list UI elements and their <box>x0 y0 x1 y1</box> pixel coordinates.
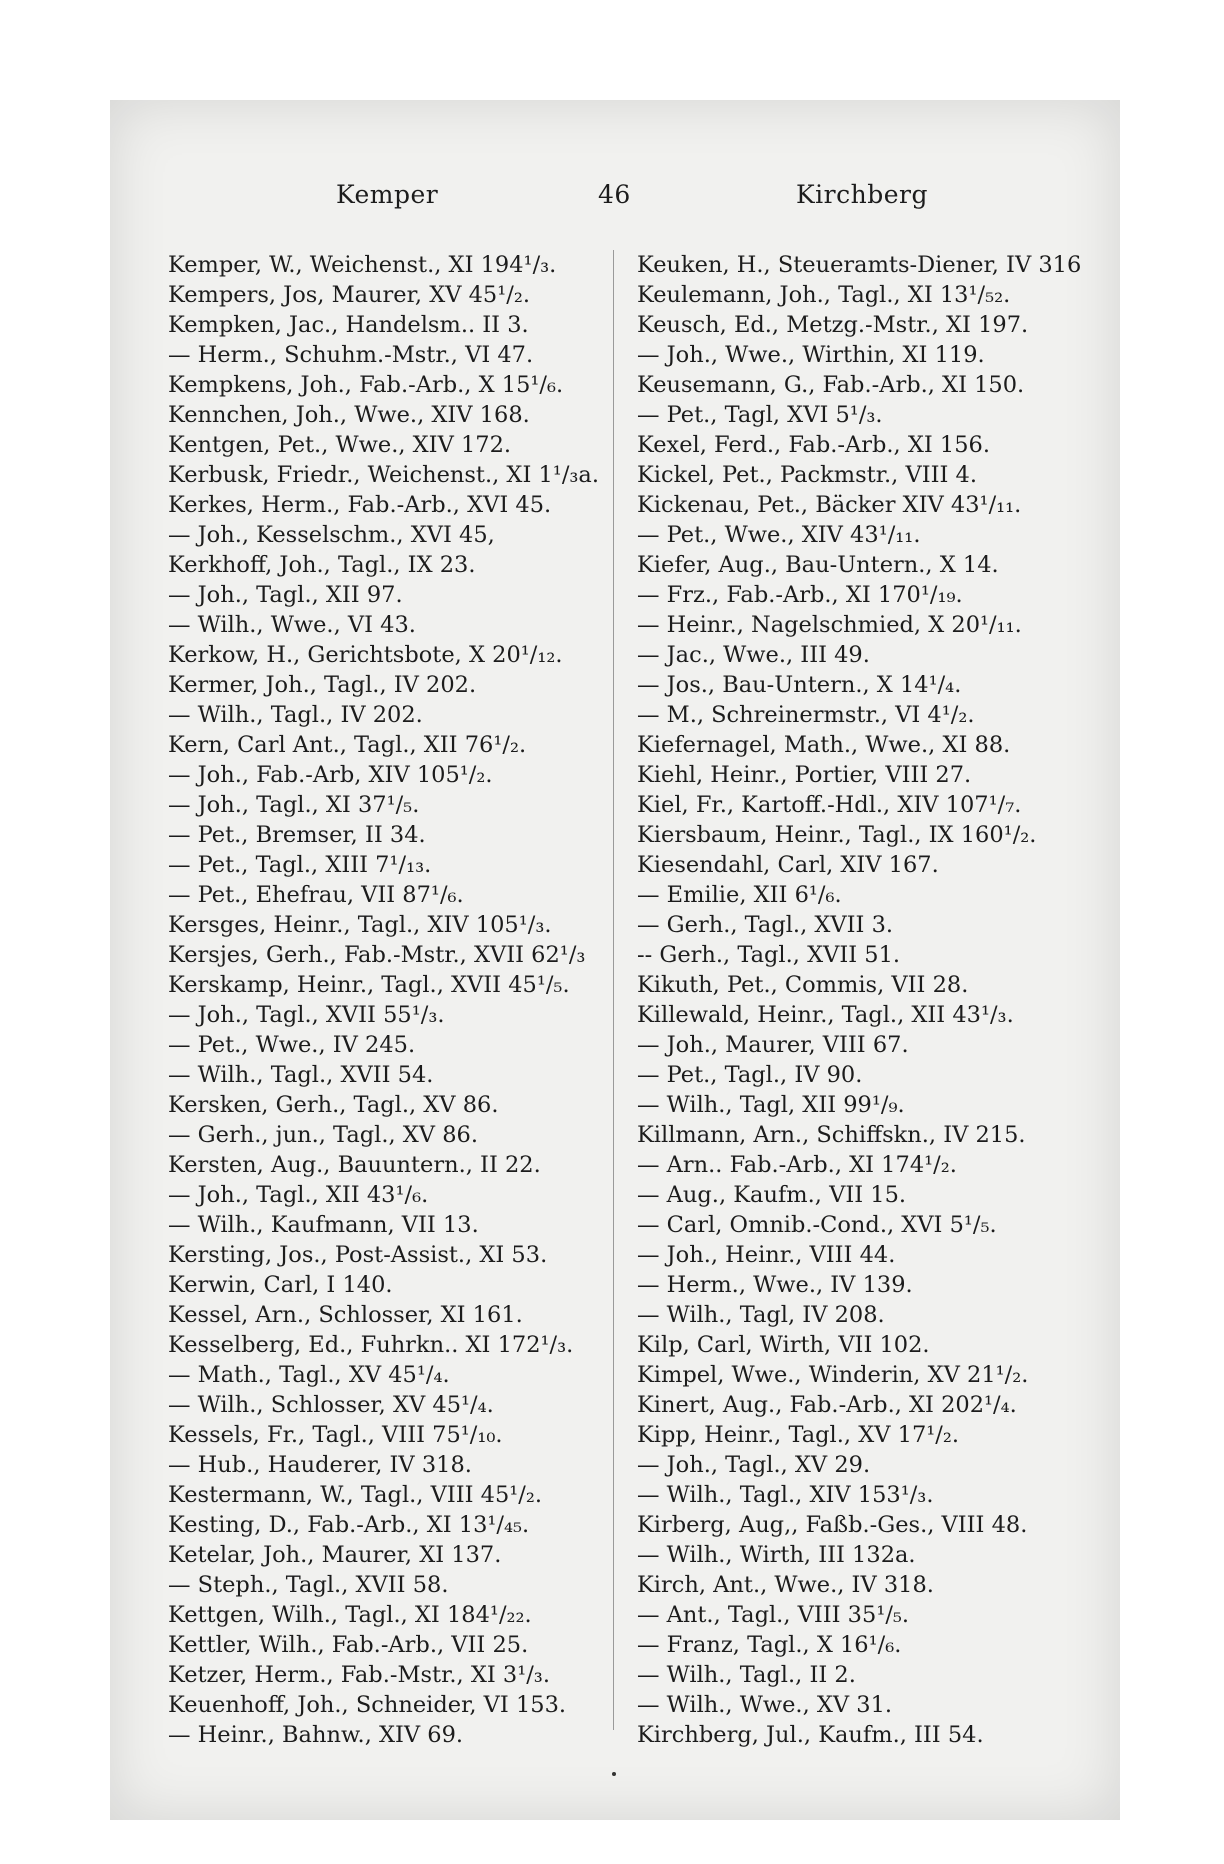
directory-entry: Kempers, Jos, Maurer, XV 45¹/₂. <box>168 282 531 308</box>
directory-entry: Kerwin, Carl, I 140. <box>168 1272 393 1298</box>
directory-entry: Kersken, Gerh., Tagl., XV 86. <box>168 1092 499 1118</box>
directory-entry: -- Gerh., Tagl., XVII 51. <box>637 942 901 968</box>
directory-entry: — Wilh., Tagl., XIV 153¹/₃. <box>637 1482 934 1508</box>
directory-entry: Kesselberg, Ed., Fuhrkn.. XI 172¹/₃. <box>168 1332 574 1358</box>
directory-entry: — Pet., Bremser, II 34. <box>168 822 426 848</box>
directory-entry: Kirchberg, Jul., Kaufm., III 54. <box>637 1722 984 1748</box>
ink-dot <box>612 1772 616 1776</box>
directory-entry: — Jac., Wwe., III 49. <box>637 642 870 668</box>
directory-entry: Kiehl, Heinr., Portier, VIII 27. <box>637 762 972 788</box>
directory-entry: — Heinr., Nagelschmied, X 20¹/₁₁. <box>637 612 1022 638</box>
directory-entry: Kesting, D., Fab.-Arb., XI 13¹/₄₅. <box>168 1512 530 1538</box>
page-header <box>0 180 1224 220</box>
directory-entry: — Wilh., Wirth, III 132a. <box>637 1542 916 1568</box>
directory-entry: — Joh., Heinr., VIII 44. <box>637 1242 896 1268</box>
directory-entry: Keusch, Ed., Metzg.-Mstr., XI 197. <box>637 312 1029 338</box>
directory-entry: — Ant., Tagl., VIII 35¹/₅. <box>637 1602 910 1628</box>
directory-entry: — Herm., Schuhm.-Mstr., VI 47. <box>168 342 534 368</box>
directory-entry: Kilp, Carl, Wirth, VII 102. <box>637 1332 930 1358</box>
directory-entry: Kinert, Aug., Fab.-Arb., XI 202¹/₄. <box>637 1392 1017 1418</box>
directory-entry: — Joh., Kesselschm., XVI 45, <box>168 522 495 548</box>
directory-entry: Kempken, Jac., Handelsm.. II 3. <box>168 312 529 338</box>
directory-entry: Kettler, Wilh., Fab.-Arb., VII 25. <box>168 1632 529 1658</box>
directory-entry: — Joh., Tagl., XV 29. <box>637 1452 871 1478</box>
right-column <box>637 250 1087 1750</box>
directory-entry: Kerskamp, Heinr., Tagl., XVII 45¹/₅. <box>168 972 570 998</box>
directory-entry: — Pet., Tagl., IV 90. <box>637 1062 863 1088</box>
header-left-keyword: Kemper <box>336 180 439 209</box>
directory-entry: — Herm., Wwe., IV 139. <box>637 1272 913 1298</box>
directory-entry: — Pet., Ehefrau, VII 87¹/₆. <box>168 882 464 908</box>
directory-entry: Keuenhoff, Joh., Schneider, VI 153. <box>168 1692 567 1718</box>
directory-entry: — Joh., Tagl., XVII 55¹/₃. <box>168 1002 445 1028</box>
directory-entry: Ketzer, Herm., Fab.-Mstr., XI 3¹/₃. <box>168 1662 550 1688</box>
directory-entry: Keuken, H., Steueramts-Diener, IV 316 <box>637 252 1082 278</box>
directory-entry: — Gerh., jun., Tagl., XV 86. <box>168 1122 478 1148</box>
directory-entry: — Wilh., Tagl, IV 208. <box>637 1302 885 1328</box>
directory-entry: Kermer, Joh., Tagl., IV 202. <box>168 672 477 698</box>
directory-entry: — Wilh., Wwe., VI 43. <box>168 612 416 638</box>
directory-entry: — Pet., Wwe., IV 245. <box>168 1032 416 1058</box>
directory-entry: Kiersbaum, Heinr., Tagl., IX 160¹/₂. <box>637 822 1037 848</box>
directory-entry: — Pet., Tagl., XIII 7¹/₁₃. <box>168 852 432 878</box>
directory-entry: — Wilh., Kaufmann, VII 13. <box>168 1212 479 1238</box>
directory-entry: — Emilie, XII 6¹/₆. <box>637 882 842 908</box>
directory-entry: Kessels, Fr., Tagl., VIII 75¹/₁₀. <box>168 1422 503 1448</box>
directory-entry: — Pet., Tagl, XVI 5¹/₃. <box>637 402 883 428</box>
directory-entry: Kerkhoff, Joh., Tagl., IX 23. <box>168 552 476 578</box>
directory-entry: — Joh., Tagl., XII 43¹/₆. <box>168 1182 429 1208</box>
directory-entry: Kirberg, Aug,, Faßb.-Ges., VIII 48. <box>637 1512 1028 1538</box>
directory-entry: — Joh., Tagl., XII 97. <box>168 582 403 608</box>
directory-entry: — Wilh., Tagl., XVII 54. <box>168 1062 434 1088</box>
directory-entry: Kiesendahl, Carl, XIV 167. <box>637 852 939 878</box>
directory-entry: Kempkens, Joh., Fab.-Arb., X 15¹/₆. <box>168 372 564 398</box>
directory-entry: Kiefer, Aug., Bau-Untern., X 14. <box>637 552 999 578</box>
page-number: 46 <box>598 180 631 209</box>
directory-entry: Keusemann, G., Fab.-Arb., XI 150. <box>637 372 1025 398</box>
directory-entry: Kikuth, Pet., Commis, VII 28. <box>637 972 969 998</box>
directory-entry: — Frz., Fab.-Arb., XI 170¹/₁₉. <box>637 582 963 608</box>
directory-entry: Kexel, Ferd., Fab.-Arb., XI 156. <box>637 432 991 458</box>
directory-entry: Kennchen, Joh., Wwe., XIV 168. <box>168 402 530 428</box>
directory-entry: Kessel, Arn., Schlosser, XI 161. <box>168 1302 523 1328</box>
directory-entry: — Joh., Tagl., XI 37¹/₅. <box>168 792 420 818</box>
directory-entry: — Wilh., Tagl, XII 99¹/₉. <box>637 1092 905 1118</box>
directory-entry: Kirch, Ant., Wwe., IV 318. <box>637 1572 934 1598</box>
directory-entry: Ketelar, Joh., Maurer, XI 137. <box>168 1542 502 1568</box>
directory-entry: — Heinr., Bahnw., XIV 69. <box>168 1722 464 1748</box>
left-column <box>168 250 618 1750</box>
directory-entry: — Hub., Hauderer, IV 318. <box>168 1452 472 1478</box>
directory-entry: — Math., Tagl., XV 45¹/₄. <box>168 1362 450 1388</box>
directory-entry: — Joh., Fab.-Arb, XIV 105¹/₂. <box>168 762 493 788</box>
directory-entry: — Joh., Wwe., Wirthin, XI 119. <box>637 342 985 368</box>
directory-entry: — Steph., Tagl., XVII 58. <box>168 1572 449 1598</box>
directory-entry: — Wilh., Tagl., II 2. <box>637 1662 856 1688</box>
directory-entry: — Jos., Bau-Untern., X 14¹/₄. <box>637 672 962 698</box>
directory-entry: — Pet., Wwe., XIV 43¹/₁₁. <box>637 522 921 548</box>
directory-entry: Kettgen, Wilh., Tagl., XI 184¹/₂₂. <box>168 1602 532 1628</box>
directory-entry: — Gerh., Tagl., XVII 3. <box>637 912 894 938</box>
directory-entry: Kentgen, Pet., Wwe., XIV 172. <box>168 432 512 458</box>
directory-entry: Kersten, Aug., Bauuntern., II 22. <box>168 1152 541 1178</box>
directory-entry: Kiel, Fr., Kartoff.-Hdl., XIV 107¹/₇. <box>637 792 1022 818</box>
directory-entry: Kipp, Heinr., Tagl., XV 17¹/₂. <box>637 1422 960 1448</box>
directory-entry: — Arn.. Fab.-Arb., XI 174¹/₂. <box>637 1152 957 1178</box>
directory-entry: Kern, Carl Ant., Tagl., XII 76¹/₂. <box>168 732 527 758</box>
directory-entry: Kerbusk, Friedr., Weichenst., XI 1¹/₃a. <box>168 462 599 488</box>
directory-entry: — Franz, Tagl., X 16¹/₆. <box>637 1632 902 1658</box>
directory-entry: Kestermann, W., Tagl., VIII 45¹/₂. <box>168 1482 543 1508</box>
directory-entry: Killewald, Heinr., Tagl., XII 43¹/₃. <box>637 1002 1014 1028</box>
directory-entry: — Wilh., Schlosser, XV 45¹/₄. <box>168 1392 494 1418</box>
directory-entry: Kimpel, Wwe., Winderin, XV 21¹/₂. <box>637 1362 1029 1388</box>
directory-entry: — Wilh., Wwe., XV 31. <box>637 1692 893 1718</box>
directory-entry: — Aug., Kaufm., VII 15. <box>637 1182 907 1208</box>
directory-entry: Kerkow, H., Gerichtsbote, X 20¹/₁₂. <box>168 642 563 668</box>
directory-entry: Kemper, W., Weichenst., XI 194¹/₃. <box>168 252 557 278</box>
directory-entry: Kersting, Jos., Post-Assist., XI 53. <box>168 1242 548 1268</box>
directory-entry: — M., Schreinermstr., VI 4¹/₂. <box>637 702 975 728</box>
directory-entry: Kersges, Heinr., Tagl., XIV 105¹/₃. <box>168 912 552 938</box>
directory-entry: Kickel, Pet., Packmstr., VIII 4. <box>637 462 977 488</box>
directory-entry: — Wilh., Tagl., IV 202. <box>168 702 423 728</box>
header-right-keyword: Kirchberg <box>796 180 928 209</box>
directory-entry: Kerkes, Herm., Fab.-Arb., XVI 45. <box>168 492 552 518</box>
directory-entry: Kiefernagel, Math., Wwe., XI 88. <box>637 732 1011 758</box>
directory-entry: — Carl, Omnib.-Cond., XVI 5¹/₅. <box>637 1212 997 1238</box>
directory-entry: Kickenau, Pet., Bäcker XIV 43¹/₁₁. <box>637 492 1022 518</box>
directory-entry: — Joh., Maurer, VIII 67. <box>637 1032 909 1058</box>
directory-entry: Keulemann, Joh., Tagl., XI 13¹/₅₂. <box>637 282 1011 308</box>
directory-entry: Killmann, Arn., Schiffskn., IV 215. <box>637 1122 1026 1148</box>
directory-entry: Kersjes, Gerh., Fab.-Mstr., XVII 62¹/₃ <box>168 942 586 968</box>
